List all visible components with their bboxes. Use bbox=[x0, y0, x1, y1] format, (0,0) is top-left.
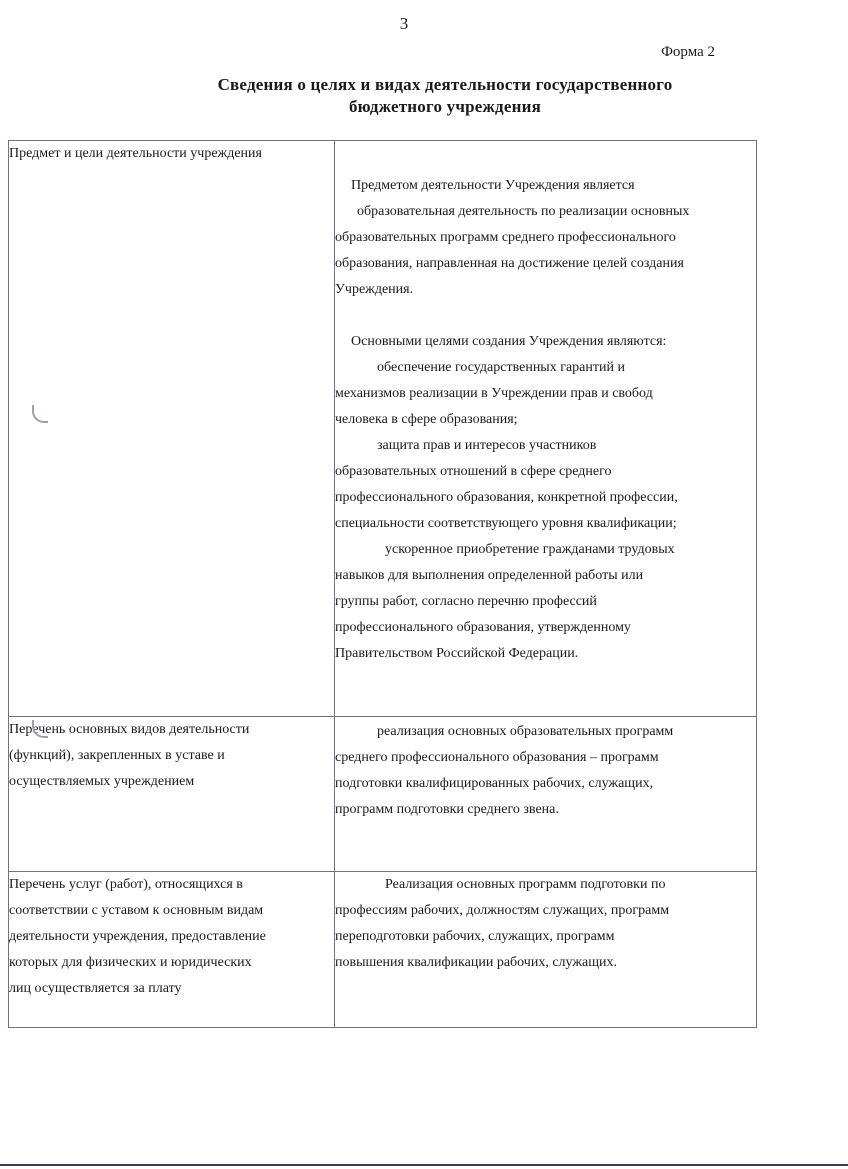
form-label: Форма 2 bbox=[661, 44, 715, 60]
label-line: Перечень основных видов деятельности bbox=[9, 722, 250, 737]
content-line: Реализация основных программ подготовки по bbox=[385, 877, 666, 892]
label-line: лиц осуществляется за плату bbox=[9, 981, 182, 996]
row-label-cell bbox=[9, 872, 335, 1028]
content-spacer bbox=[335, 303, 756, 329]
table-row bbox=[9, 717, 757, 872]
content-line: образовательных отношений в сфере среднего bbox=[335, 464, 612, 479]
table-row bbox=[9, 872, 757, 1028]
row-content-cell bbox=[335, 141, 757, 717]
content-line: группы работ, согласно перечню профессий bbox=[335, 594, 597, 609]
title-line: Сведения о целях и видах деятельности государственного bbox=[217, 75, 673, 94]
label-line: которых для физических и юридических bbox=[9, 955, 252, 970]
label-line: Перечень услуг (работ), относящихся в bbox=[9, 877, 243, 892]
page-number: 3 bbox=[399, 14, 409, 33]
content-line: Учреждения. bbox=[335, 282, 414, 297]
content-line: Предметом деятельности Учреждения является bbox=[351, 178, 635, 193]
scan-edge bbox=[0, 1164, 848, 1166]
content-line: среднего профессионального образования – программ bbox=[335, 750, 659, 765]
label-line: соответствии с уставом к основным видам bbox=[9, 903, 264, 918]
content-line: программ подготовки среднего звена. bbox=[335, 802, 559, 817]
label-line: (функций), закрепленных в уставе и bbox=[9, 748, 225, 763]
content-line: Основными целями создания Учреждения являются: bbox=[351, 334, 667, 349]
title-line: бюджетного учреждения bbox=[348, 97, 541, 116]
row-content-cell bbox=[335, 872, 757, 1028]
content-line: навыков для выполнения определенной работы или bbox=[335, 568, 644, 583]
content-line: механизмов реализации в Учреждении прав и свобод bbox=[335, 386, 653, 401]
content-line: человека в сфере образования; bbox=[335, 412, 518, 427]
document-title bbox=[180, 74, 710, 118]
content-line: подготовки квалифицированных рабочих, служащих, bbox=[335, 776, 654, 791]
row-label-cell bbox=[9, 141, 335, 717]
content-line: переподготовки рабочих, служащих, программ bbox=[335, 929, 615, 944]
row-label: Предмет и цели деятельности учреждения bbox=[9, 146, 262, 161]
row-label-cell bbox=[9, 717, 335, 872]
row-content-cell bbox=[335, 717, 757, 872]
content-line: ускоренное приобретение гражданами трудовых bbox=[385, 542, 675, 557]
info-table bbox=[8, 140, 757, 1028]
content-line: образования, направленная на достижение целей создания bbox=[335, 256, 684, 271]
content-line: обеспечение государственных гарантий и bbox=[377, 360, 625, 375]
content-line: защита прав и интересов участников bbox=[377, 438, 597, 453]
content-line: специальности соответствующего уровня квалификации; bbox=[335, 516, 677, 531]
table-row bbox=[9, 141, 757, 717]
content-line: реализация основных образовательных программ bbox=[377, 724, 674, 739]
content-line: профессионального образования, конкретной профессии, bbox=[335, 490, 678, 505]
content-line: Правительством Российской Федерации. bbox=[335, 646, 579, 661]
content-line: образовательная деятельность по реализации основных bbox=[357, 204, 690, 219]
label-line: осуществляемых учреждением bbox=[9, 774, 195, 789]
content-line: образовательных программ среднего профессионального bbox=[335, 230, 676, 245]
content-line: повышения квалификации рабочих, служащих. bbox=[335, 955, 617, 970]
content-line: профессионального образования, утвержденному bbox=[335, 620, 631, 635]
content-line: профессиям рабочих, должностям служащих, программ bbox=[335, 903, 670, 918]
label-line: деятельности учреждения, предоставление bbox=[9, 929, 266, 944]
